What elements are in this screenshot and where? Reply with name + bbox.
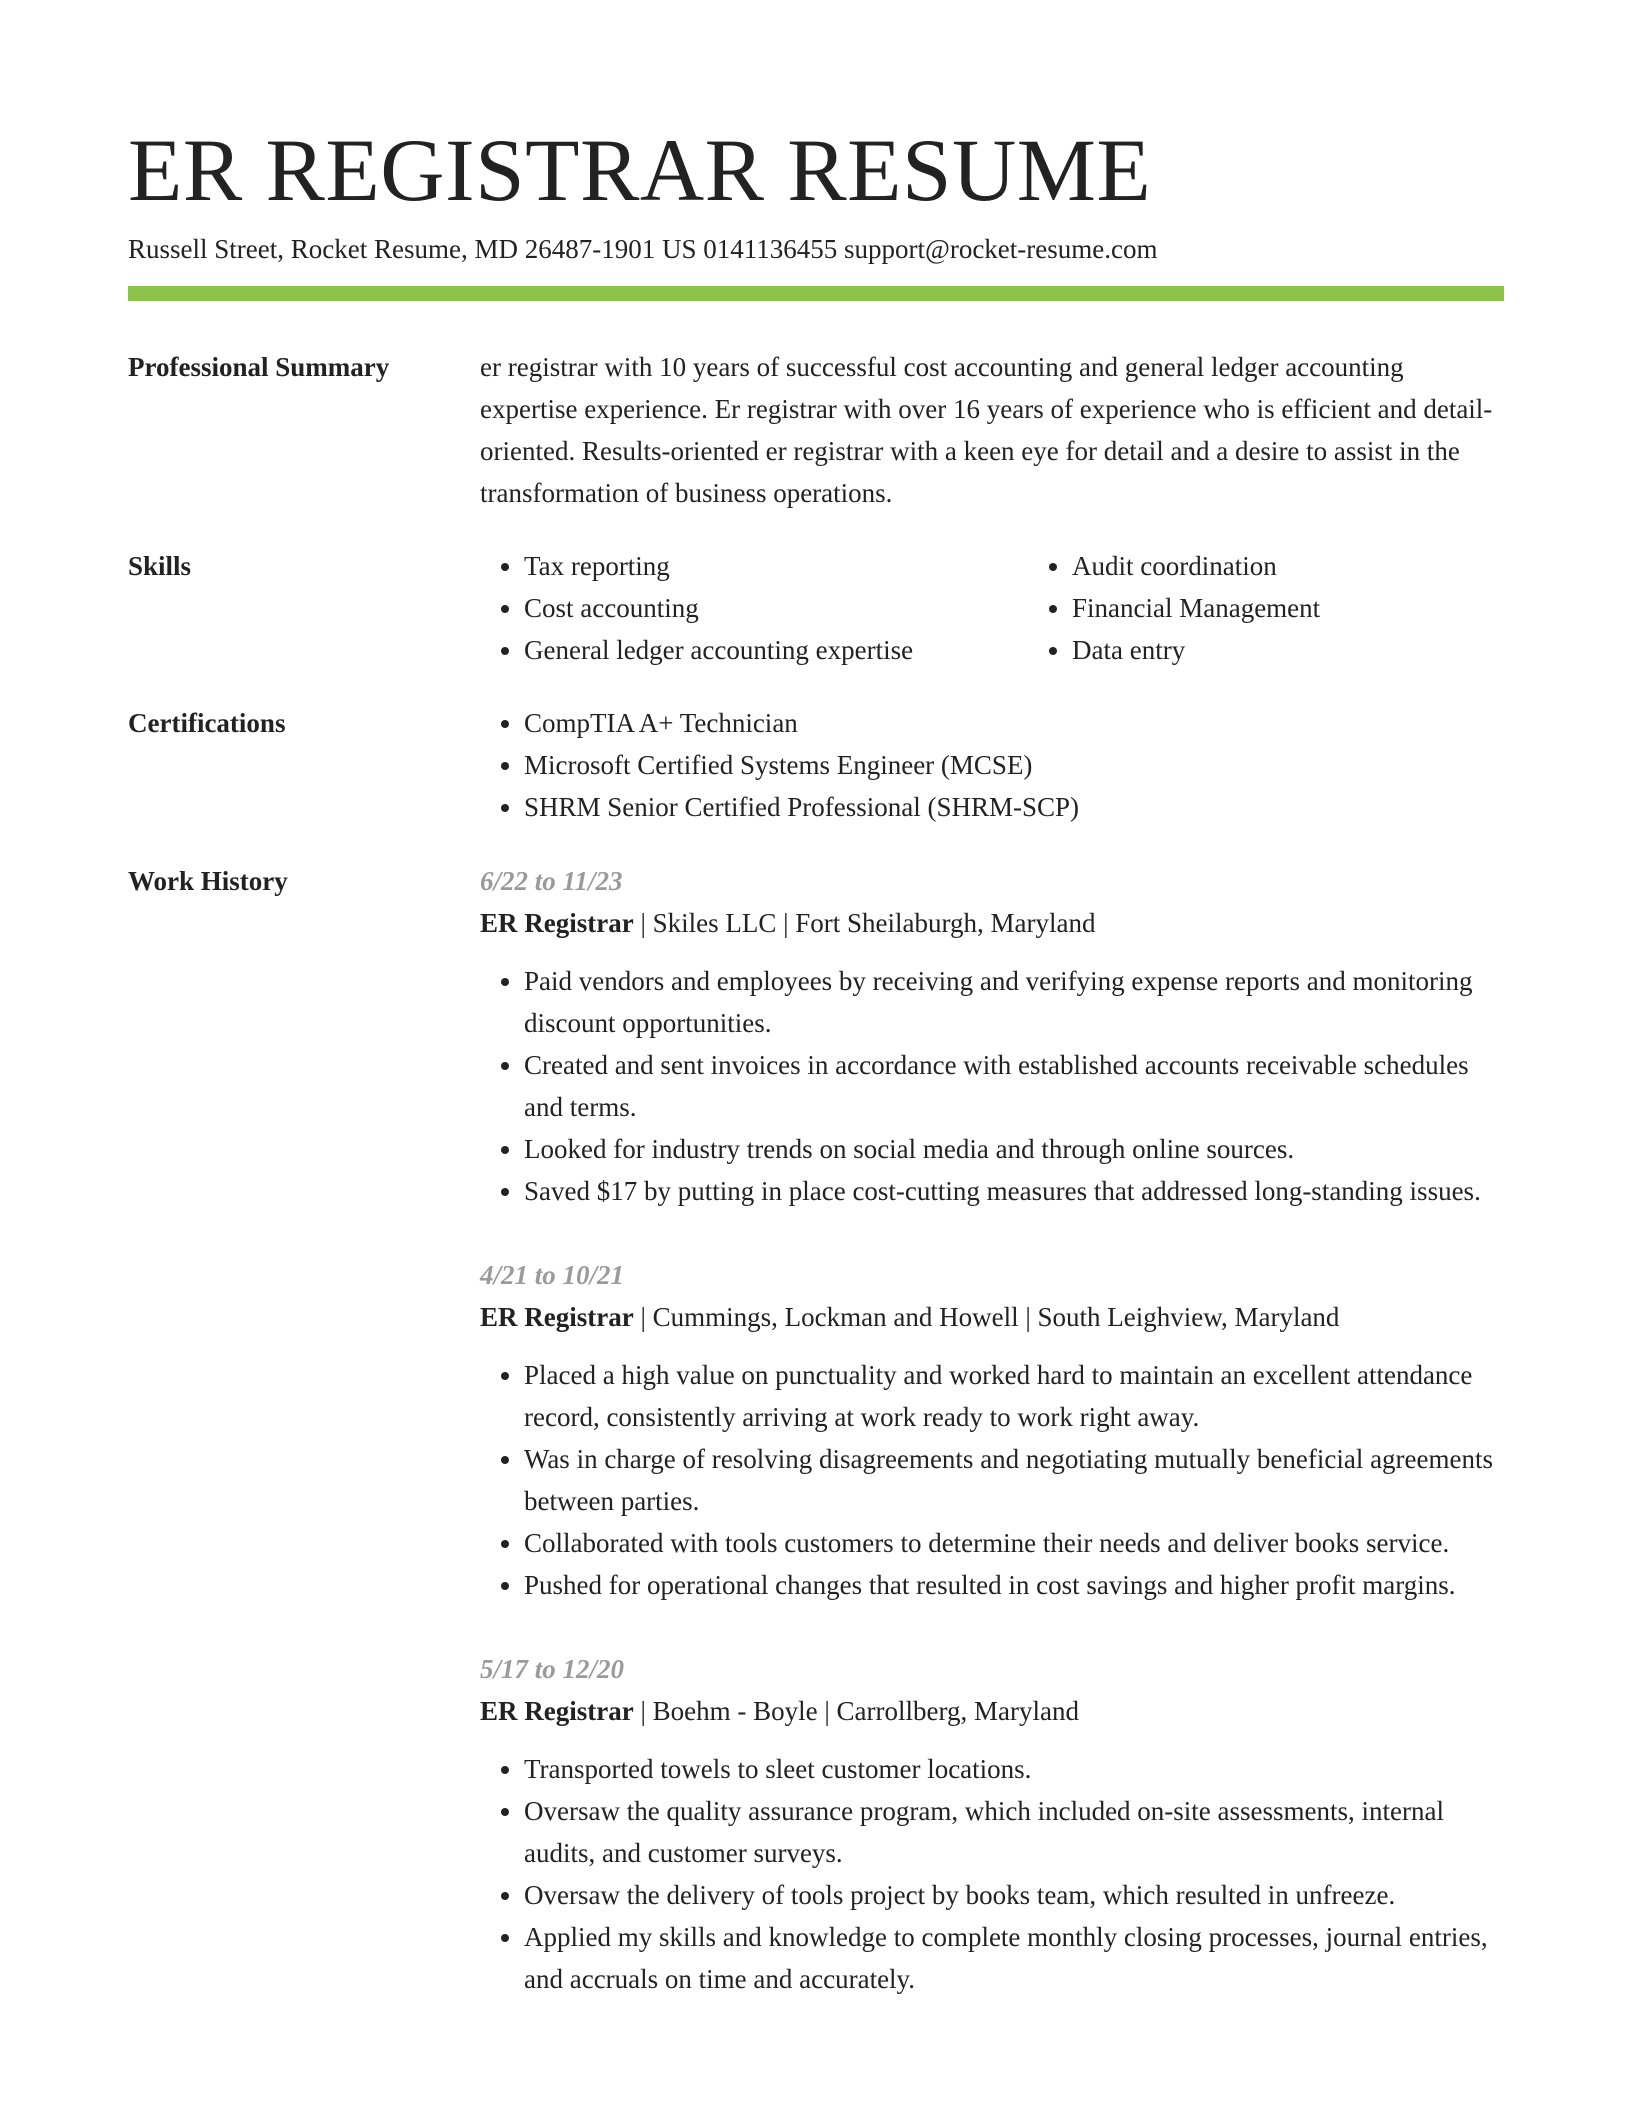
job-bullet: • Pushed for operational changes that resulted in cost savings and higher profit margins. — [524, 1564, 1504, 1606]
job-entry — [480, 1648, 1504, 2000]
job-bullet: • Was in charge of resolving disagreements and negotiating mutually beneficial agreements between parties. — [524, 1438, 1504, 1522]
job-employer-location: | Boehm - Boyle | Carrollberg, Maryland — [633, 1696, 1079, 1726]
job-title: ER Registrar — [480, 1302, 634, 1332]
job-bullet: • Applied my skills and knowledge to complete monthly closing processes, journal entries, and accruals on time and accurately. — [524, 1916, 1504, 2000]
job-bullets — [480, 1354, 1504, 1606]
job-title: ER Registrar — [480, 1696, 634, 1726]
job-heading — [480, 1690, 1504, 1732]
job-entry — [480, 1254, 1504, 1606]
job-title: ER Registrar — [480, 908, 634, 938]
certifications-body — [480, 702, 1504, 828]
job-bullets — [480, 1748, 1504, 2000]
skill-item: • Tax reporting — [524, 545, 1028, 587]
skill-item: • Cost accounting — [524, 587, 1028, 629]
job-heading — [480, 902, 1504, 944]
summary-text: er registrar with 10 years of successful cost accounting and general ledger accounting expertise experience. Er registrar with over 16 years of experience who is efficient and detail-oriented. Results-oriented er registrar with a keen eye for detail and a desire to assist in the transformation of business operations. — [480, 352, 1493, 508]
skills-column-1 — [480, 545, 1028, 671]
section-label-skills: Skills — [128, 551, 192, 581]
certifications-list — [480, 702, 1504, 828]
skill-item: • General ledger accounting expertise — [524, 629, 1028, 671]
resume-title: ER REGISTRAR RESUME — [128, 122, 1152, 220]
section-label-summary: Professional Summary — [128, 352, 390, 382]
job-employer-location: | Skiles LLC | Fort Sheilaburgh, Maryland — [633, 908, 1096, 938]
certification-item: • CompTIA A+ Technician — [524, 702, 1504, 744]
job-dates: 4/21 to 10/21 — [480, 1260, 625, 1290]
job-dates: 6/22 to 11/23 — [480, 866, 623, 896]
skills-list — [480, 545, 1504, 671]
summary-body — [480, 346, 1504, 514]
job-heading — [480, 1296, 1504, 1338]
header-divider — [128, 286, 1504, 301]
job-employer-location: | Cummings, Lockman and Howell | South Leighview, Maryland — [633, 1302, 1340, 1332]
skills-column-2 — [1028, 545, 1504, 671]
job-bullet: • Transported towels to sleet customer locations. — [524, 1748, 1504, 1790]
job-bullet: • Placed a high value on punctuality and worked hard to maintain an excellent attendance record, consistently arriving at work ready to work right away. — [524, 1354, 1504, 1438]
work-history-body — [480, 860, 1504, 2042]
contact-info: Russell Street, Rocket Resume, MD 26487-1901 US 0141136455 support@rocket-resume.com — [128, 234, 1158, 264]
job-bullet: • Collaborated with tools customers to determine their needs and deliver books service. — [524, 1522, 1504, 1564]
certification-item: • SHRM Senior Certified Professional (SHRM-SCP) — [524, 786, 1504, 828]
job-bullet: • Created and sent invoices in accordance with established accounts receivable schedules and terms. — [524, 1044, 1504, 1128]
job-bullets — [480, 960, 1504, 1212]
job-bullet: • Oversaw the quality assurance program, which included on-site assessments, internal audits, and customer surveys. — [524, 1790, 1504, 1874]
job-entry — [480, 860, 1504, 1212]
job-dates: 5/17 to 12/20 — [480, 1654, 625, 1684]
job-bullet: • Oversaw the delivery of tools project by books team, which resulted in unfreeze. — [524, 1874, 1504, 1916]
job-bullet: • Looked for industry trends on social media and through online sources. — [524, 1128, 1504, 1170]
section-label-certifications: Certifications — [128, 708, 286, 738]
skill-item: • Audit coordination — [1072, 545, 1504, 587]
skill-item: • Data entry — [1072, 629, 1504, 671]
skill-item: • Financial Management — [1072, 587, 1504, 629]
certification-item: • Microsoft Certified Systems Engineer (MCSE) — [524, 744, 1504, 786]
job-bullet: • Paid vendors and employees by receiving and verifying expense reports and monitoring discount opportunities. — [524, 960, 1504, 1044]
job-bullet: • Saved $17 by putting in place cost-cutting measures that addressed long-standing issues. — [524, 1170, 1504, 1212]
section-label-work-history: Work History — [128, 866, 288, 896]
